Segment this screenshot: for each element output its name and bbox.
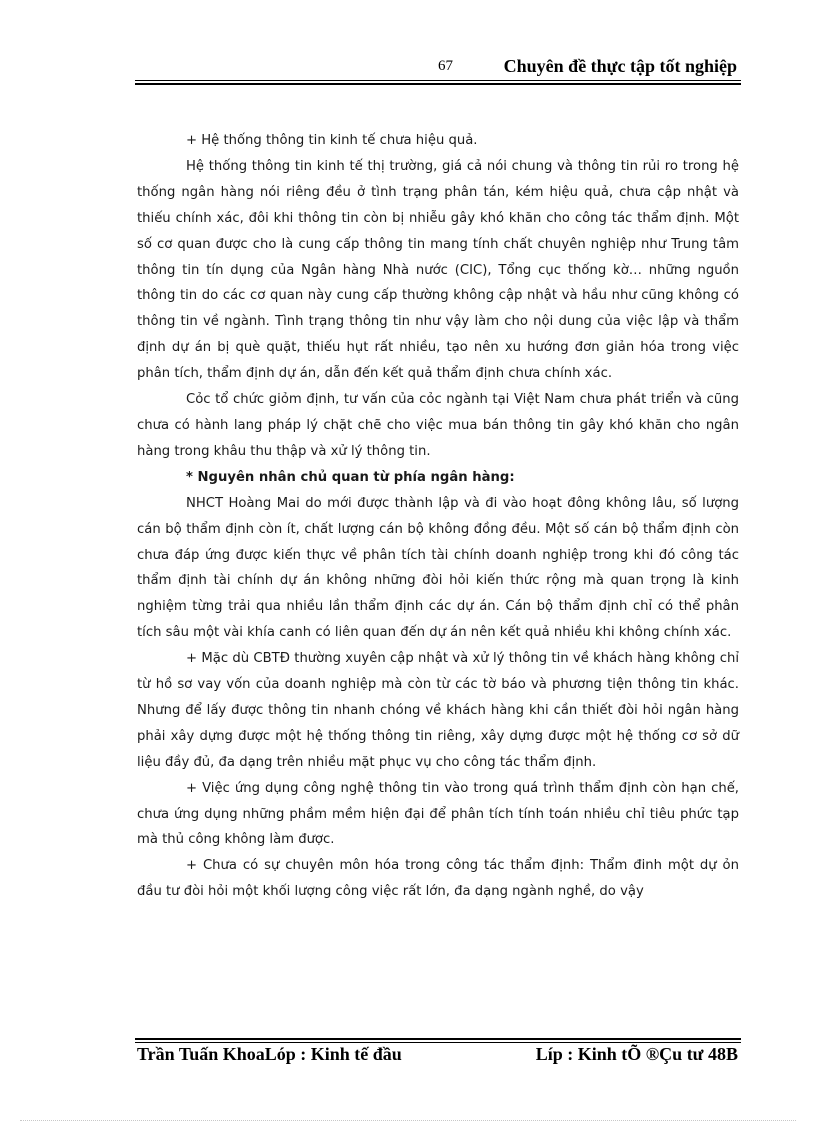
footer-rule-thick [135, 1038, 741, 1040]
footer-class: Líp : Kinh tÕ ®Çu tư 48B [535, 1044, 738, 1064]
paragraph: + Việc ứng dụng công nghệ thông tin vào trong quá trình thẩm định còn hạn chế, chưa ứng dụng những phầm mềm hiện đại để phân tích tính toán nhiều chỉ tiêu phức tạp mà thủ công không làm được. [137, 780, 739, 848]
page-header [135, 56, 741, 82]
paragraph: + Mặc dù CBTĐ thường xuyên cập nhật và xử lý thông tin về khách hàng không chỉ từ hồ sơ vay vốn của doanh nghiệp mà còn từ các tờ báo và phương tiện thông tin khác. Nhưng để lấy được thông tin nhanh chóng về khách hàng khi cần thiết đòi hỏi ngân hàng phải xây dựng được một hệ thống thông tin riêng, xây dựng được một hệ thống cơ sở dữ liệu đầy đủ, đa dạng trên nhiều mặt phục vụ cho công tác thẩm định. [137, 651, 739, 770]
header-title: Chuyên đề thực tập tốt nghiệp [503, 56, 737, 76]
page-edge-dotted-line [20, 1120, 796, 1121]
paragraph: NHCT Hoàng Mai do mới được thành lập và đi vào hoạt đông không lâu, số lượng cán bộ thẩm định còn ít, chất lượng cán bộ không đồng đều. Một số cán bộ thẩm định còn chưa đáp ứng được kiến thực về phân tích tài chính doanh nghiệp trong khi đó công tác thẩm định tài chính dự án không những đòi hỏi kiến thức rộng mà quan trọng là kinh nghiệm từng trải qua nhiều lần thẩm định các dự án. Cán bộ thẩm định chỉ có thể phân tích sâu một vài khía canh có liên quan đến dự án nên kết quả nhiều khi không chính xác. [137, 495, 739, 641]
footer-rule [135, 1042, 741, 1043]
page-number: 67 [438, 58, 453, 74]
section-heading: * Nguyên nhân chủ quan từ phía ngân hàng: [186, 469, 515, 485]
header-rule [135, 80, 741, 81]
body-text [137, 128, 739, 905]
header-rule-thick [135, 83, 741, 85]
paragraph: + Chưa có sự chuyên môn hóa trong công tác thẩm định: Thẩm đinh một dự ỏn đầu tư đòi hỏi một khối lượng công việc rất lớn, đa dạng ngành nghề, do vậy [137, 858, 739, 900]
paragraph: + Hệ thống thông tin kinh tế chưa hiệu quả. [186, 133, 478, 148]
footer-author: Trần Tuấn KhoaLóp : Kinh tế đầu [137, 1044, 402, 1064]
paragraph: Hệ thống thông tin kinh tế thị trường, giá cả nói chung và thông tin rủi ro trong hệ thống ngân hàng nói riêng đều ở tình trạng phân tán, kém hiệu quả, chưa cập nhật và thiếu chính xác, đôi khi thông tin còn bị nhiễu gây khó khăn cho công tác thẩm định. Một số cơ quan được cho là cung cấp thông tin mang tính chất chuyên nghiệp như Trung tâm thông tin tín dụng của Ngân hàng Nhà nước (CIC), Tổng cục thống kờ… những nguồn thông tin do các cơ quan này cung cấp thường không cập nhật và hầu như cũng không có thông tin về ngành. Tình trạng thông tin như vậy làm cho nội dung của việc lập và thẩm định dự án bị què quặt, thiếu hụt rất nhiều, tạo nên xu hướng đơn giản hóa trong việc phân tích, thẩm định dự án, dẫn đến kết quả thẩm định chưa chính xác. [137, 158, 739, 382]
paragraph: Cỏc tổ chức giỏm định, tư vấn của cỏc ngành tại Việt Nam chưa phát triển và cũng chưa có hành lang pháp lý chặt chẽ cho việc mua bán thông tin gây khó khăn cho ngân hàng trong khâu thu thập và xử lý thông tin. [137, 392, 739, 459]
